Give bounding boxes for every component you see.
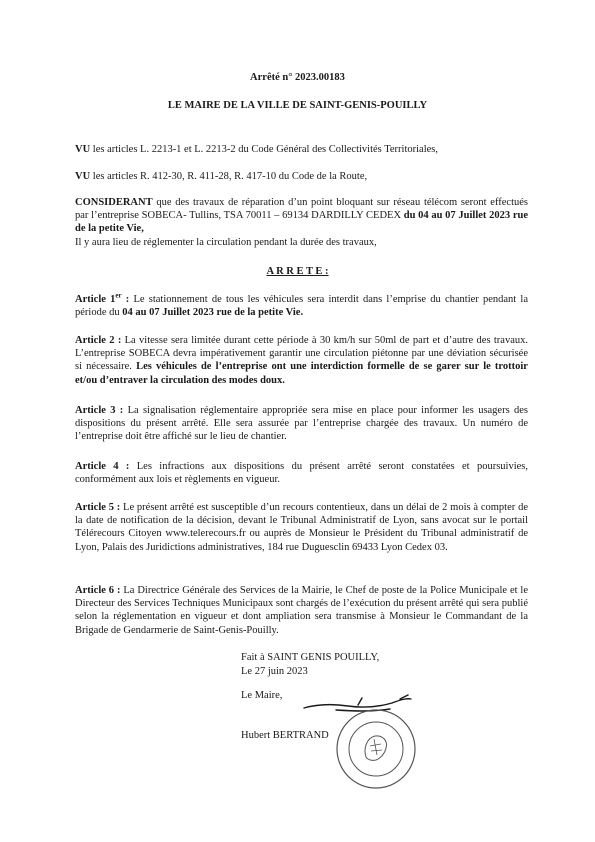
article-1 [75, 293, 528, 319]
article-label: Article 2 : [75, 335, 122, 346]
signature-place: Fait à SAINT GENIS POUILLY, [241, 652, 380, 663]
signatory-name: Hubert BERTRAND [241, 730, 329, 741]
article-label: Article 6 : [75, 585, 121, 596]
considerant-paragraph [75, 196, 528, 249]
signature-date: Le 27 juin 2023 [241, 666, 308, 677]
article-label: Article 4 : [75, 461, 130, 472]
signature-role: Le Maire, [241, 690, 283, 701]
article-label: Article 5 : [75, 502, 121, 513]
article-5 [75, 501, 528, 554]
vu-text: les articles R. 412-30, R. 411-28, R. 417-10 du Code de la Route, [90, 171, 368, 182]
article-text: La Directrice Générale des Services de la Mairie, le Chef de poste de la Police Municipale et le Directeur des Services Techniques Municipaux sont chargés de l’exécution du présent arrêté qui sera publié selon la réglementation en vigueur et dont ampliation sera transmise à Monsieur le Commandant de la Brigade de Gendarmerie de Saint-Genis-Pouilly. [75, 585, 528, 636]
article-text: Le stationnement de tous les véhicules sera interdit dans l’emprise du chantier pendant la période du [75, 294, 528, 319]
arrete-heading: A R R E T E : [266, 266, 329, 277]
vu-paragraph-2 [75, 170, 528, 183]
considerant-lead: CONSIDERANT [75, 197, 153, 208]
vu-lead: VU [75, 144, 91, 155]
considerant-text: que des travaux de réparation d’un point bloquant sur réseau télécom seront effectués par l’entreprise SOBECA- Tullins, TSA 70011 – 69134 DARDILLY CEDEX [75, 197, 528, 222]
vu-text: les articles L. 2213-1 et L. 2213-2 du Code Général des Collectivités Territoriales, [90, 144, 438, 155]
document-title: LE MAIRE DE LA VILLE DE SAINT-GENIS-POUILLY [167, 100, 428, 111]
official-seal [333, 706, 419, 792]
vu-lead: VU [75, 171, 91, 182]
article-dates: 04 au 07 Juillet 2023 rue de la petite Vie. [119, 307, 304, 319]
article-emphasis: Les véhicules de l’entreprise ont une interdiction formelle de se garer sur le trottoir et/ou d’entraver la circulation des modes doux. [75, 361, 528, 386]
article-label: Article 3 : [75, 405, 124, 416]
article-6 [75, 584, 528, 637]
considerant-dates: du 04 au 07 Juillet 2023 rue de la petite Vie, [75, 210, 528, 235]
article-4 [75, 460, 528, 486]
article-text: Les infractions aux dispositions du présent arrêté seront constatées et poursuivies, conformément aux lois et règlements en vigueur. [75, 461, 528, 486]
arrete-number: Arrêté n° 2023.00183 [250, 72, 345, 83]
considerant-regulation: Il y aura lieu de réglementer la circulation pendant la durée des travaux, [75, 236, 377, 248]
article-label: Article 1er : [75, 291, 134, 305]
article-3 [75, 404, 528, 444]
article-text: La vitesse sera limitée durant cette période à 30 km/h sur 50ml de part et d’autre des travaux. L’entreprise SOBECA devra impérativement garantir une circulation piétonne par une déviation sécurisée si nécessaire. [75, 335, 528, 373]
vu-paragraph-1 [75, 143, 528, 156]
article-2 [75, 334, 528, 387]
article-text: Le présent arrêté est susceptible d’un recours contentieux, dans un délai de 2 mois à compter de la date de notification de la décision, devant le Tribunal Administratif de Lyon, sans avocat sur le portail Télérecours Citoyen www.telerecours.fr ou auprès de Monsieur le Président du Tribunal administratif de Lyon, Palais des Juridictions administratives, 184 rue Duguesclin 69433 Lyon Cedex 03. [75, 502, 528, 553]
article-text: La signalisation réglementaire appropriée sera mise en place pour informer les usagers des dispositions du présent arrêté. Elle sera assurée par l’entreprise chargée des travaux. Un numéro de l’entreprise doit être affiché sur le lieu de chantier. [75, 405, 528, 443]
